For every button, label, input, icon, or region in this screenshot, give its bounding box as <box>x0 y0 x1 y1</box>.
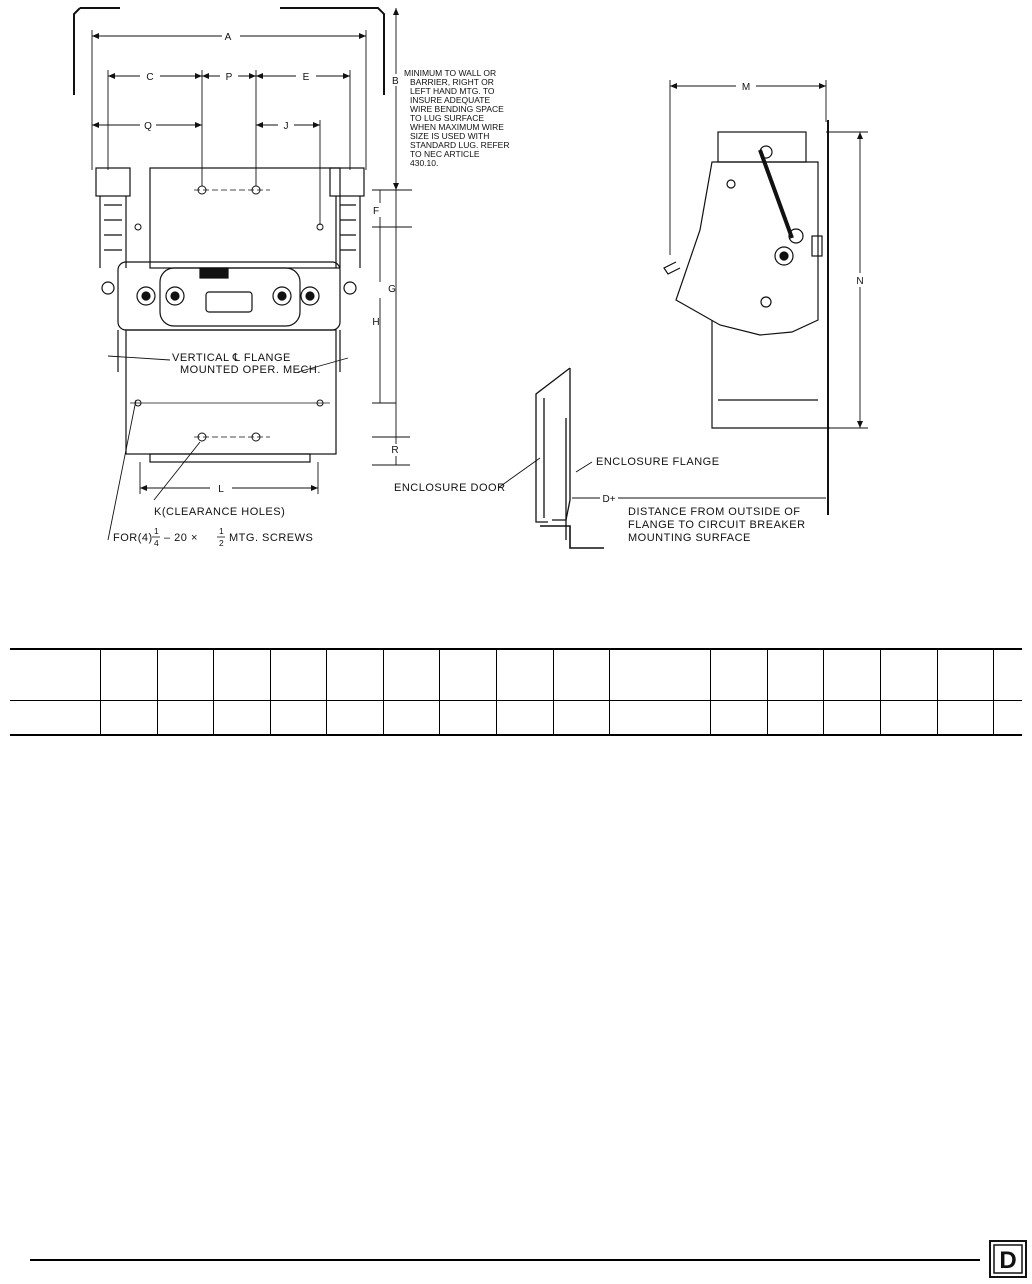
svg-text:TO LUG SURFACE: TO LUG SURFACE <box>410 113 484 123</box>
table-cell <box>880 649 937 701</box>
enclosure-detail <box>536 368 604 548</box>
table-cell <box>270 649 327 701</box>
table-cell <box>101 701 158 736</box>
svg-text:LEFT HAND MTG. TO: LEFT HAND MTG. TO <box>410 86 495 96</box>
svg-text:MOUNTING SURFACE: MOUNTING SURFACE <box>628 532 751 544</box>
table-cell <box>101 649 158 701</box>
dim-label-a: A <box>224 32 232 43</box>
logo-letter: D <box>999 1247 1017 1274</box>
table-cell <box>497 649 554 701</box>
table-cell <box>440 649 497 701</box>
svg-text:FOR(4): FOR(4) <box>113 532 153 544</box>
svg-text:4: 4 <box>154 538 159 548</box>
table-cell <box>711 649 768 701</box>
table-cell <box>214 649 271 701</box>
table-cell <box>10 649 101 701</box>
table-cell <box>383 649 440 701</box>
svg-text:TO NEC ARTICLE: TO NEC ARTICLE <box>410 149 480 159</box>
table-cell <box>994 649 1022 701</box>
table-cell <box>610 701 711 736</box>
table-cell <box>824 649 881 701</box>
front-dimension-lines <box>92 8 412 494</box>
table-cell <box>711 701 768 736</box>
svg-text:SIZE IS USED WITH: SIZE IS USED WITH <box>410 131 490 141</box>
svg-text:MINIMUM TO WALL OR: MINIMUM TO WALL OR <box>404 68 497 78</box>
table-cell <box>824 701 881 736</box>
svg-text:1: 1 <box>219 526 224 536</box>
dim-label-f: F <box>372 206 380 217</box>
dimension-drawing <box>0 0 1032 600</box>
dim-label-p: P <box>225 72 233 83</box>
dimension-table <box>10 648 1022 736</box>
svg-text:FLANGE TO CIRCUIT BREAKER: FLANGE TO CIRCUIT BREAKER <box>628 519 806 531</box>
dim-label-n: N <box>856 276 864 287</box>
table-cell <box>994 701 1022 736</box>
svg-text:BARRIER, RIGHT OR: BARRIER, RIGHT OR <box>410 77 494 87</box>
svg-text:– 20 ×: – 20 × <box>164 532 198 544</box>
table-cell <box>937 701 994 736</box>
dim-label-j: J <box>283 121 289 132</box>
table-cell <box>440 701 497 736</box>
vertical-flange-label: VERTICAL ℄ FLANGE <box>172 352 291 364</box>
mtg-screws-label <box>113 526 313 548</box>
dim-label-g: G <box>388 284 396 295</box>
table-cell <box>767 701 824 736</box>
table-cell <box>157 701 214 736</box>
table-cell <box>157 649 214 701</box>
table-cell <box>383 701 440 736</box>
table-cell <box>553 701 610 736</box>
dim-label-b: B <box>392 76 399 87</box>
svg-text:MTG. SCREWS: MTG. SCREWS <box>229 532 314 544</box>
dim-label-q: Q <box>144 121 152 132</box>
dim-label-d: D+ <box>602 494 616 505</box>
table-cell <box>553 649 610 701</box>
svg-text:430.10.: 430.10. <box>410 158 439 168</box>
table-cell <box>10 701 101 736</box>
svg-text:1: 1 <box>154 526 159 536</box>
svg-text:WHEN MAXIMUM WIRE: WHEN MAXIMUM WIRE <box>410 122 504 132</box>
dim-label-e: E <box>302 72 310 83</box>
enclosure-door-label: ENCLOSURE DOOR <box>394 482 506 494</box>
svg-text:WIRE BENDING SPACE: WIRE BENDING SPACE <box>410 104 504 114</box>
table-cell <box>610 649 711 701</box>
table-cell <box>270 701 327 736</box>
clearance-holes-label: K(CLEARANCE HOLES) <box>154 506 286 518</box>
table-cell <box>214 701 271 736</box>
dim-label-h: H <box>372 317 380 328</box>
dim-label-l: L <box>218 484 224 495</box>
distance-note <box>628 506 806 544</box>
svg-text:STANDARD LUG. REFER: STANDARD LUG. REFER <box>410 140 510 150</box>
table-header-row <box>10 649 1022 701</box>
dim-label-r: R <box>391 445 399 456</box>
dim-label-m: M <box>741 82 751 93</box>
table-cell <box>767 649 824 701</box>
svg-text:DISTANCE FROM OUTSIDE OF: DISTANCE FROM OUTSIDE OF <box>628 506 801 518</box>
table-cell <box>937 649 994 701</box>
arrowheads-side <box>670 83 863 428</box>
svg-text:2: 2 <box>219 538 224 548</box>
brand-logo <box>989 1240 1027 1278</box>
mounted-oper-mech-label: MOUNTED OPER. MECH. <box>180 364 321 376</box>
footer-rule <box>30 1259 980 1261</box>
enclosure-flange-label: ENCLOSURE FLANGE <box>596 456 720 468</box>
b-dimension-note <box>404 68 510 168</box>
dim-label-c: C <box>146 72 154 83</box>
table-cell <box>880 701 937 736</box>
table-cell <box>497 701 554 736</box>
table-row <box>10 701 1022 736</box>
table-cell <box>327 701 384 736</box>
table-cell <box>327 649 384 701</box>
svg-text:INSURE ADEQUATE: INSURE ADEQUATE <box>410 95 491 105</box>
front-dimension-labels <box>144 32 399 495</box>
